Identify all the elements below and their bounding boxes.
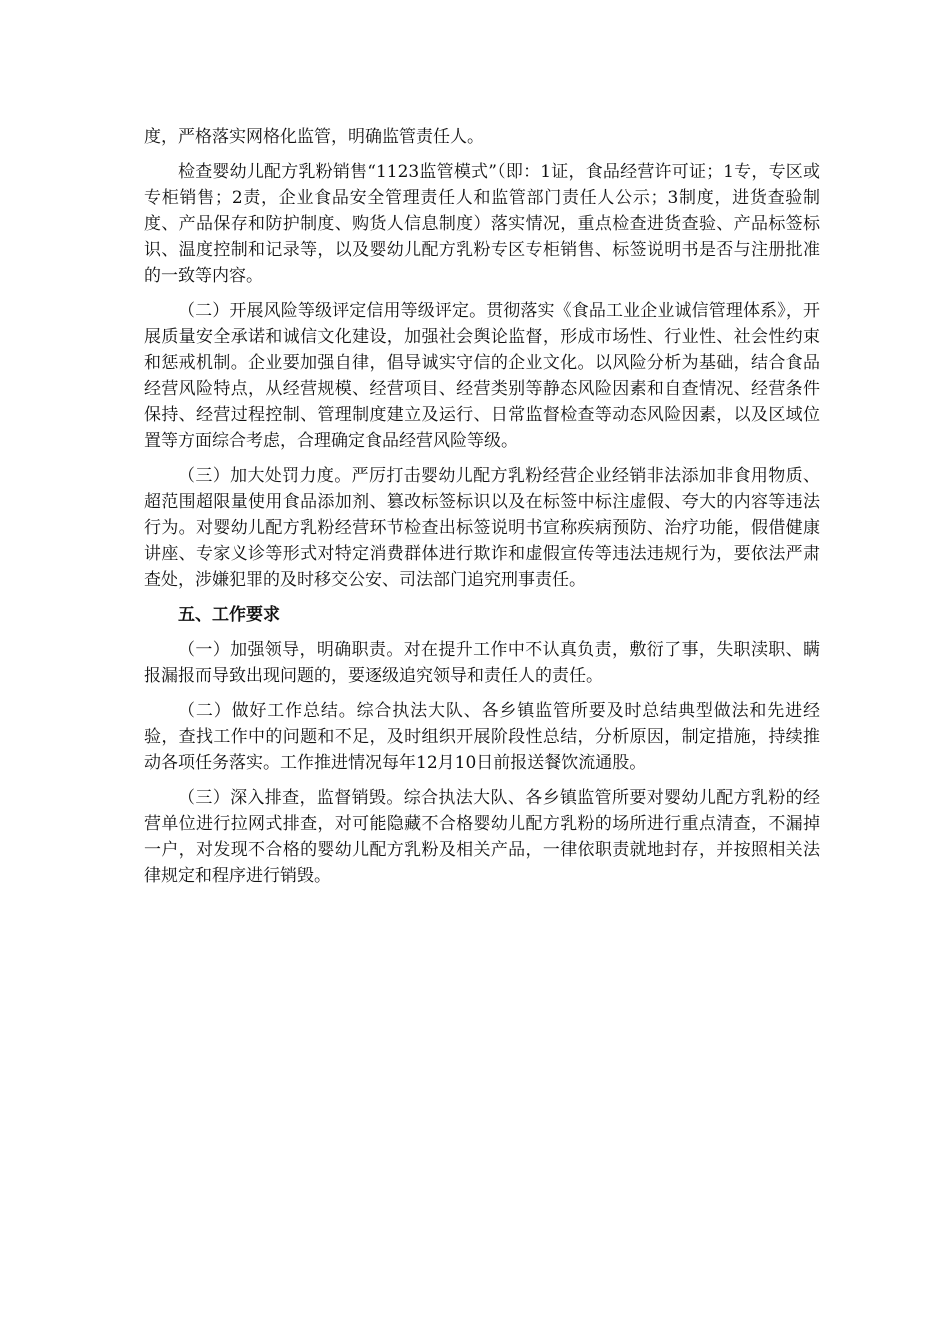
document-page	[144, 124, 820, 898]
paragraph-leadership: （一）加强领导，明确职责。对在提升工作中不认真负责，敷衍了事，失职渎职、瞒报漏报而导致出现问题的，要逐级追究领导和责任人的责任。	[144, 640, 820, 686]
paragraph-inspection-model: 检查婴幼儿配方乳粉销售“1123监管模式”（即：1证，食品经营许可证；1专，专区或专柜销售；2责，企业食品安全管理责任人和监管部门责任人公示；3制度，进货查验制度、产品保存和防护制度、购货人信息制度）落实情况，重点检查进货查验、产品标签标识、温度控制和记录等，以及婴幼儿配方乳粉专区专柜销售、标签说明书是否与注册批准的一致等内容。	[144, 162, 820, 286]
paragraph-penalties: （三）加大处罚力度。严厉打击婴幼儿配方乳粉经营企业经销非法添加非食用物质、超范围超限量使用食品添加剂、篡改标签标识以及在标签中标注虚假、夸大的内容等违法行为。对婴幼儿配方乳粉经营环节检查出标签说明书宣称疾病预防、治疗功能，假借健康讲座、专家义诊等形式对特定消费群体进行欺诈和虚假宣传等违法违规行为，要依法严肃查处，涉嫌犯罪的及时移交公安、司法部门追究刑事责任。	[144, 466, 820, 590]
paragraph-work-summary: （二）做好工作总结。综合执法大队、各乡镇监管所要及时总结典型做法和先进经验，查找工作中的问题和不足，及时组织开展阶段性总结，分析原因，制定措施，持续推动各项任务落实。工作推进情况每年12月10日前报送餐饮流通股。	[144, 701, 820, 773]
paragraph-risk-rating: （二）开展风险等级评定信用等级评定。贯彻落实《食品工业企业诚信管理体系》，开展质量安全承诺和诚信文化建设，加强社会舆论监督，形成市场性、行业性、社会性约束和惩戒机制。企业要加强自律，倡导诚实守信的企业文化。以风险分析为基础，结合食品经营风险特点，从经营规模、经营项目、经营类别等静态风险因素和自查情况、经营条件保持、经营过程控制、管理制度建立及运行、日常监督检查等动态风险因素，以及区域位置等方面综合考虑，合理确定食品经营风险等级。	[144, 301, 820, 451]
section-heading: 五、工作要求	[178, 605, 280, 625]
paragraph-inspection-destruction: （三）深入排查，监督销毁。综合执法大队、各乡镇监管所要对婴幼儿配方乳粉的经营单位进行拉网式排查，对可能隐藏不合格婴幼儿配方乳粉的场所进行重点清查，不漏掉一户，对发现不合格的婴幼儿配方乳粉及相关产品，一律依职责就地封存，并按照相关法律规定和程序进行销毁。	[144, 788, 820, 886]
paragraph-continuation: 度，严格落实网格化监管，明确监管责任人。	[144, 127, 484, 147]
